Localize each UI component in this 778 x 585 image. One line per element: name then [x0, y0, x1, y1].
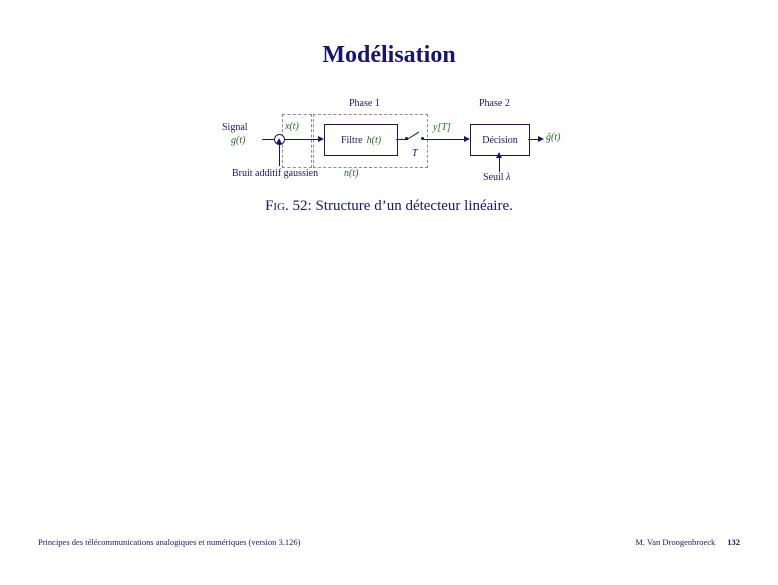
- figure-caption: [0, 198, 778, 215]
- footer-author: M. Van Droogenbroeck: [635, 537, 716, 547]
- filter-symbol: h(t): [366, 134, 382, 146]
- noise-label: Bruit additif gaussien: [232, 168, 319, 179]
- page-number: 132: [727, 537, 740, 547]
- sampling-period-label: T: [412, 148, 418, 159]
- input-symbol: x(t): [285, 121, 299, 132]
- phase-2-label: Phase 2: [479, 98, 510, 109]
- figure-number: Fig. 52:: [265, 198, 312, 214]
- output-symbol: ĝ(t): [546, 132, 561, 143]
- sampled-signal-label: y[T]: [433, 122, 451, 133]
- wire-switch-to-decision: [423, 139, 468, 140]
- phase-1-label: Phase 1: [349, 98, 380, 109]
- signal-label: Signal: [222, 122, 248, 133]
- threshold-symbol: λ: [506, 172, 511, 183]
- filter-label: Filtre: [340, 134, 363, 146]
- threshold-wire: [499, 156, 500, 172]
- page-title: Modélisation: [322, 42, 456, 68]
- filter-block: [324, 124, 398, 156]
- threshold-text: Seuil: [483, 172, 504, 183]
- wire-sum-to-filter: [284, 139, 322, 140]
- arrow-noise-into-sum: [276, 138, 282, 144]
- figure-caption-text: Structure d’un détecteur linéaire.: [315, 198, 513, 214]
- signal-symbol: g(t): [231, 135, 246, 146]
- arrow-output: [538, 136, 544, 142]
- noise-symbol: n(t): [344, 168, 359, 179]
- footer-right: [635, 537, 740, 547]
- arrow-threshold-into-decision: [496, 152, 502, 158]
- decision-block: Décision: [470, 124, 530, 156]
- threshold-label: [483, 172, 510, 183]
- footer-left: Principes des télécommunications analogiques et numériques (version 3.126): [38, 537, 301, 547]
